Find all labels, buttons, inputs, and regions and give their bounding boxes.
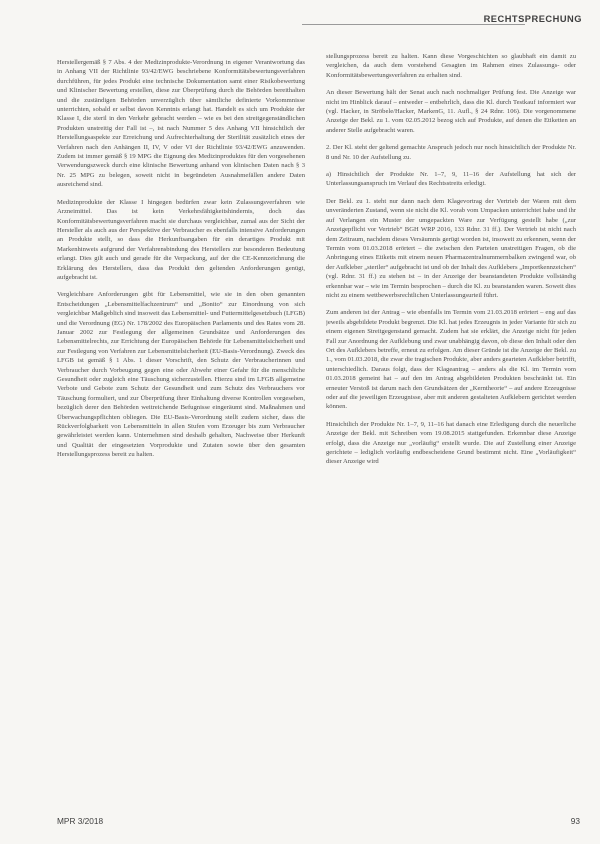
left-column (57, 58, 305, 802)
body-paragraph: Medizinprodukte der Klasse I hingegen bedürfen zwar kein Zulassungsverfahren wie Arzneimittel. Das ist kein Verkehrsfähigkeitshindernis, doch das Konformitätsbewertungsverfahren macht sie durchaus vergleichbar, zumal aus der Sicht der Hersteller als auch aus der Perspektive der Verbraucher es ebenfalls intensive Anforderungen an Produkte stellt, so dass die Herkunftsangaben für ein derartiges Produkt mit Markenhinweis aufgrund der Verfahrensbindung des Herstellers zur besonderen Bedeutung erlangt. Dies gilt auch und gerade für die Verpackung, auf der die CE-Kennzeichnung die Erklärung des Herstellers, dass das Produkt den geltenden Anforderungen genügt, aufgebracht ist. (57, 198, 305, 281)
body-paragraph: stellungsprozess bereit zu halten. Kann diese Vorgeschichten so glaubhaft ein damit zu vergleichen, da auch dem vorstehend Gesagten im Rahmen eines Zulassungs- oder Konformitätsbewertungsverfahren zu erhalten sind. (326, 53, 576, 79)
header-rule (302, 24, 525, 25)
page-number: 93 (570, 816, 580, 826)
body-paragraph: a) Hinsichtlich der Produkte Nr. 1–7, 9, 11–16 der Aufstellung hat sich der Unterlassungsanspruch im Verlauf des Rechtsstreits erledigt. (326, 171, 576, 188)
body-paragraph: Vergleichbare Anforderungen gibt für Lebensmittel, wie sie in den oben genannten Entscheidungen „Lebensmittelfachzentrum“ und „Bonito“ zur Einordnung von sich vergleichbar Maßgeblich sind insoweit das Lebensmittel- und Futtermittelgesetzbuch (LFGB) und die Verordnung (EG) Nr. 178/2002 des Europäischen Parlaments und des Rates vom 28. Januar 2002 zur Festlegung der allgemeinen Grundsätze und Anforderungen des Lebensmittelrechts, zur Errichtung der Europäischen Behörde für Lebensmittelsicherheit und zur Festlegung von Verfahren zur Lebensmittelsicherheit (EU-Basis-Verordnung). Zweck des LFGB ist gemäß § 1 Abs. 1 dieser Vorschrift, den Schutz der Verbraucherinnen und Verbraucher durch Vorbeugung gegen eine oder Abwehr einer Gefahr für die menschliche Gesundheit oder zugleich eine Täuschung sicherzustellen. Hierzu sind im LFGB allgemeine Verbote und Gebote zum Schutz der Gesundheit und zum Schutz des Verbrauchers vor Täuschung formuliert, und zur Überprüfung ihrer Einhaltung diverse Kontrollen vorgesehen, bezüglich derer den Behörden weitreichende Befugnisse eingeräumt sind. Maßnahmen und Überwachungspflichten obliegen. Die EU-Basis-Verordnung stellt zudem sicher, dass die Rückverfolgbarkeit von Lebensmitteln in allen Stufen vom Erzeuger bis zum Verbraucher gewährleistet werden kann. Unternehmen sind deshalb gehalten, Nachweise über Herkunft und Qualität der eingesetzten Vorprodukte und Zutaten sowie über den gesamten Herstellungsprozess bereit zu halten. (57, 291, 305, 459)
body-paragraph: Herstellergemäß § 7 Abs. 4 der Medizinprodukte-Verordnung in eigener Verantwortung das in Anhang VII der Richtlinie 93/42/EWG beschriebene Konformitätsbewertungsverfahren durchführen, für jedes Produkt eine technische Dokumentation samt einer Risikobewertung und Klinischer Bewertung erstellen, diese zur Überprüfung durch die Behörden bereithalten und die zuständigen Behörden unverzüglich über sämtliche definierte Vorkommnisse unterrichten, sobald er selbst davon Kenntnis erlangt hat. Handelt es sich um Produkte der Klasse I, die steril in den Verkehr gebracht werden – wie es bei den streitgegenständlichen Produkten unstreitig der Fall ist –, ist nach Nummer 5 des Anhang VII hinsichtlich der Herstellungsaspekte zur Erreichung und Aufrechterhaltung der Sterilität zusätzlich eines der Verfahren nach den Anhängen II, IV, V oder VI der Richtlinie 93/42/EWG anzuwenden. Zudem ist immer gemäß § 19 MPG die Eignung des Medizinproduktes für den vorgesehenen Verwendungszweck durch eine klinische Bewertung anhand von klinischen Daten nach § 3 Nr. 25 MPG zu belegen, soweit nicht in begründeten Ausnahmefällen andere Daten ausreichend sind. (57, 59, 305, 189)
body-paragraph: 2. Der Kl. steht der geltend gemachte Anspruch jedoch nur noch hinsichtlich der Produkte Nr. 8 und Nr. 10 der Aufstellung zu. (326, 144, 576, 161)
body-paragraph: Der Bekl. zu 1. steht nur dann nach dem Klagevortrag der Vertrieb der Waren mit dem unveränderten Zustand, wenn sie nicht die Kl. vorab vom Umpacken unterrichtet habe und ihr auf Verlangen ein Muster der umgepackten Ware zur Verfügung gestellt habe („zur Anzeigepflicht vor Vertrieb“ BGH WRP 2016, 133 Rdnr. 31 ff.). Der Vertrieb ist nicht nach dem Zeitraum, nachdem dieses Versäumnis gerügt worden ist, insoweit zu erkennen, wenn der Termin vom 01.03.2018 erörtert – die zwischen den Parteien unstreitigen Fragen, ob die Anbringung eines Etiketts mit einem neuen Pharmazentralnummernbalken zwingend war, ob der Aufkleber „steriler“ aufgebracht ist und ob der Inhalt des Aufklebers „Importkennzeichen“ (vgl. Rdnr. 31 ff.) zu stehen ist – in der Anzeige der beanstandeten Produkte vollständig erkennbar war – wie im Termin besprochen – durch die Kl. zu beanstanden waren. Soweit dies nicht zu einem wettbewerbsrechtlichen Unterlassungsurteil führt. (326, 197, 576, 299)
body-paragraph: An dieser Bewertung hält der Senat auch nach nochmaliger Prüfung fest. Die Anzeige war nicht im Hinblick darauf – entweder – entbehrlich, dass die Kl. durch Testkauf informiert war (vgl. Hacker, in Ströbele/Hacker, MarkenG, 11. Aufl., § 24 Rdnr. 106). Die vorgenommene Anzeige der Bekl. zu 1. vom 02.05.2012 bezog sich auf Produkte, auf denen die Etiketten an anderer Stelle aufgebracht waren. (326, 89, 576, 134)
section-header: RECHTSPRECHUNG (483, 14, 582, 24)
right-column (326, 52, 576, 796)
body-paragraph: Zum anderen ist der Antrag – wie ebenfalls im Termin vom 21.03.2018 erörtert – eng auf das jeweils abgebildete Produkt begrenzt. Die Kl. hat jedes Erzeugnis in jeder Variante für sich zu einem eigenen Streitgegenstand gemacht. Zudem hat sie erklärt, die Anzeige nicht für jeden Fall zur Anordnung der Aufklebung und zwar unabhängig davon, ob diese den Inhalt oder den Ort des Aufklebers betreffe, erneut zu erfolgen. Am dieser Gründe ist die Anzeige der Bekl. zu 1., vom 01.03.2018, die zwar die tragischen Produkte, aber anders gearteten Aufkleber betrifft, unterschiedlich. Daraus folgt, dass der Klageantrag – anders als die Kl. im Termin vom 01.03.2018 gemeint hat – auf den im Antrag abgebildeten Produkten beschränkt ist. Ein erneuter Verstoß ist darum nach den Grundsätzen der „Kerntheorie“ – auf andere Erzeugnisse oder auf die jeweiligen Erzeugnisse, aber mit anderen gestalteten Aufklebern gerichtet werden können. (326, 309, 576, 411)
journal-footer: MPR 3/2018 (57, 816, 104, 826)
body-paragraph: Hinsichtlich der Produkte Nr. 1–7, 9, 11–16 hat danach eine Erledigung durch die neuerliche Anzeige der Bekl. mit Schreiben vom 19.08.2015 stattgefunden. Erkennbar diese Anzeige erfolgt, dass die Anzeige nur „vorläufig“ erstellt wurde. Die auf Zustellung einer Anzeige gerichtete – lediglich vorläufig endbescheidene Grund bestimmt nicht. Eine „Vorläufigkeit“ dieser Anzeige wird (326, 420, 576, 466)
